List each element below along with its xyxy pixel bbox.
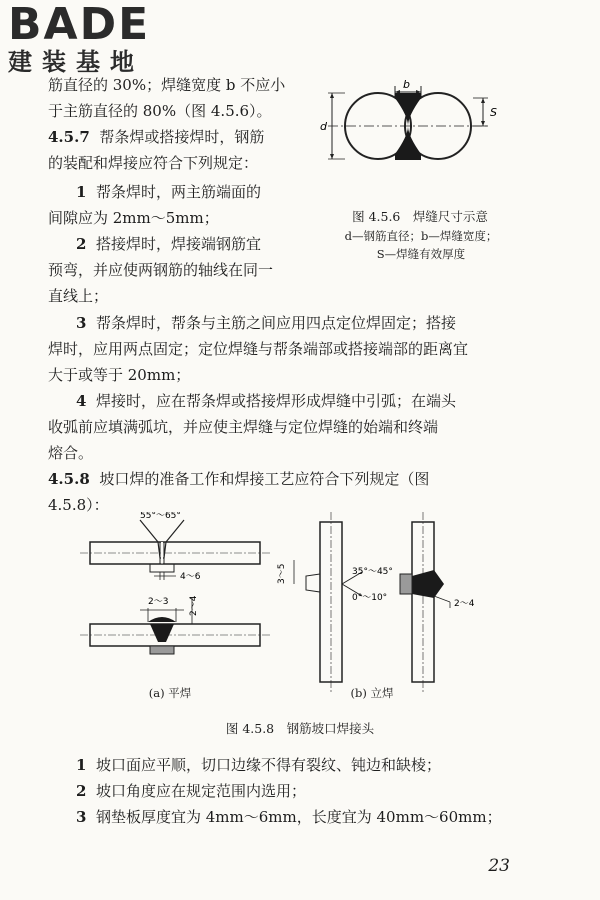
list-item: 4 焊接时，应在帮条焊或搭接焊形成焊缝中引弧；在端头 xyxy=(76,392,456,410)
angle-label-flat: 55°～65° xyxy=(140,512,181,521)
section-number: 4.5.7 xyxy=(48,128,90,146)
figure-4-5-6-caption: 图 4.5.6 焊缝尺寸示意 xyxy=(352,209,488,224)
logo-brand: BADE xyxy=(8,0,151,50)
list-item: 2 坡口角度应在规定范围内选用； xyxy=(76,782,306,800)
subfigure-b-label: (b) 立焊 xyxy=(350,686,394,700)
list-item: 3 帮条焊时，帮条与主筋之间应用四点定位焊固定；搭接 xyxy=(76,314,456,332)
dim-label-vert-right: 2～4 xyxy=(454,599,475,609)
figure-4-5-8-caption: 图 4.5.8 钢筋坡口焊接头 xyxy=(225,721,375,736)
paragraph-line: 间隙应为 2mm～5mm； xyxy=(48,209,219,227)
list-item: 2 搭接焊时，焊接端钢筋宜 xyxy=(76,235,261,253)
page-number: 23 xyxy=(488,856,510,876)
gap-label-flat: 4～6 xyxy=(180,572,201,582)
paragraph-line: 4.5.8）： xyxy=(48,496,109,514)
label-d: d xyxy=(320,120,327,133)
list-item: 3 钢垫板厚度宜为 4mm～6mm，长度宜为 40mm～60mm； xyxy=(76,808,502,826)
section-number: 4.5.8 xyxy=(48,470,90,488)
paragraph-line: 大于或等于 20mm； xyxy=(48,366,191,384)
label-b: b xyxy=(403,78,410,91)
dim-label-flat: 2～3 xyxy=(148,597,169,607)
paragraph-line: 预弯，并应使两钢筋的轴线在同一 xyxy=(48,261,274,279)
paragraph-line: 的装配和焊接应符合下列规定： xyxy=(48,154,259,172)
logo-subtitle: 建装基地 xyxy=(8,48,144,76)
vertical-dim-flat: 2～4 xyxy=(189,595,199,616)
brand-logo xyxy=(8,2,178,76)
list-item: 1 帮条焊时，两主筋端面的 xyxy=(76,183,261,201)
paragraph-line: 熔合。 xyxy=(48,444,94,462)
paragraph-line: 收弧前应填满弧坑，并应使主焊缝与定位焊缝的始端和终端 xyxy=(48,418,439,436)
paragraph-line: 于主筋直径的 80%（图 4.5.6）。 xyxy=(48,102,272,120)
label-s: S xyxy=(490,106,497,119)
subfigure-a-label: (a) 平焊 xyxy=(148,686,192,700)
dim-label-vert-left: 3～5 xyxy=(277,563,287,584)
paragraph-line: 筋直径的 30%；焊缝宽度 b 不应小 xyxy=(48,76,286,94)
paragraph-line: 焊时，应用两点固定；定位焊缝与帮条端部或搭接端部的距离宜 xyxy=(48,340,469,358)
angle-label-vert-2: 0°～10° xyxy=(352,593,388,603)
figure-4-5-6-legend: S—焊缝有效厚度 xyxy=(376,247,466,261)
section-4-5-7-intro: 4.5.7 帮条焊或搭接焊时，钢筋 xyxy=(48,128,265,146)
section-4-5-8-intro: 4.5.8 坡口焊的准备工作和焊接工艺应符合下列规定（图 xyxy=(48,470,430,488)
figure-4-5-8-bevel-weld xyxy=(70,512,490,702)
figure-4-5-6-weld-size xyxy=(318,78,528,208)
angle-label-vert-1: 35°～45° xyxy=(352,567,393,577)
paragraph-line: 直线上； xyxy=(48,287,109,305)
figure-4-5-6-legend: d—钢筋直径；b—焊缝宽度； xyxy=(344,229,498,243)
list-item: 1 坡口面应平顺，切口边缘不得有裂纹、钝边和缺棱； xyxy=(76,756,441,774)
